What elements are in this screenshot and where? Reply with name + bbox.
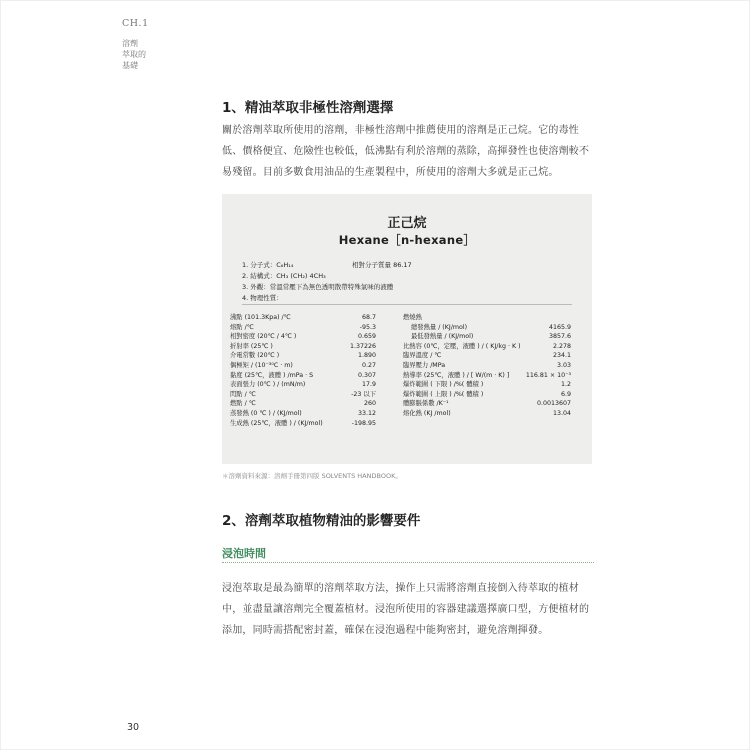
property-row [403, 332, 571, 342]
property-value: 4165.9 [548, 323, 571, 331]
table-title-cn: 正己烷 [387, 216, 427, 231]
property-row [230, 361, 376, 371]
property-value: 13.04 [552, 409, 571, 417]
property-value: 234.1 [552, 352, 571, 360]
page-number: 30 [127, 722, 140, 733]
property-label: 黏度 (25℃，液體 ) /mPa · S [230, 371, 314, 379]
property-row [230, 390, 376, 400]
right-property-column [403, 313, 571, 419]
table-title-en: Hexane［n-hexane］ [338, 233, 476, 247]
property-label: 蒸發熱 (0 ℃ ) / (KJ/mol) [230, 409, 302, 417]
table-divider [242, 304, 572, 305]
paragraph-line: 中，並盡量讓溶劑完全覆蓋植材。浸泡所使用的容器建議選擇廣口型，方便植材的 [222, 604, 590, 615]
property-label: 爆炸範圍 ( 上限 ) /%( 體積 ) [403, 390, 484, 398]
property-row [230, 351, 376, 361]
left-property-column [230, 313, 376, 428]
property-row [403, 313, 571, 323]
property-value: 1.37226 [349, 342, 376, 350]
chapter-marker [122, 18, 149, 71]
property-label: 爆炸範圍 ( 下限 ) /%( 體積 ) [403, 381, 484, 389]
molecular-formula: 1. 分子式：C₆H₁₄ [242, 261, 294, 269]
property-label: 熔化熱 (KJ /mol) [403, 409, 451, 417]
property-label: 折射率 (25℃ ) [230, 342, 273, 350]
section2-paragraph [222, 578, 594, 641]
property-label: 沸點 (101.3Kpa) /℃ [230, 314, 291, 321]
property-row [403, 351, 571, 361]
property-value: -95.3 [359, 323, 376, 331]
property-value: 3.03 [556, 361, 571, 369]
property-label: 介電常數 (20℃ ) [230, 352, 280, 360]
property-row [230, 409, 376, 419]
physical-properties-label: 4. 物理性質： [242, 294, 283, 302]
property-value: 68.7 [361, 314, 376, 321]
property-label: 閃點 / ℃ [230, 390, 256, 398]
property-label: 燃燒熱 [403, 314, 422, 321]
property-row [403, 380, 571, 390]
property-value: 0.27 [361, 361, 376, 369]
property-value: 0.659 [357, 333, 376, 341]
paragraph-line: 關於溶劑萃取所使用的溶劑，非極性溶劑中推薦使用的溶劑是正己烷。它的毒性 [222, 125, 579, 136]
property-label: 表面張力 (0℃ ) / (mN/m) [230, 381, 306, 389]
property-label: 比熱容 (0℃，定壓，液體 ) / ( KJ/kg · K ) [403, 342, 521, 350]
property-value: 116.81 × 10⁻³ [525, 371, 571, 379]
property-value: 1.2 [560, 381, 571, 389]
property-label: 總發熱量 / (KJ/mol) [411, 323, 468, 331]
paragraph-line: 低、價格便宜、危險性也較低，低沸點有利於溶劑的蒸除，高揮發性也使溶劑較不 [222, 146, 590, 157]
property-value: 33.12 [357, 409, 376, 417]
property-row [403, 342, 571, 352]
property-value: 1.890 [357, 352, 376, 360]
chapter-subtitle-line: 溶劑 [122, 38, 138, 48]
property-label: 熱導率 (25℃，液體 ) / [ W/(m · K) ] [403, 371, 510, 379]
property-value: 0.307 [357, 371, 376, 379]
property-row [403, 371, 571, 381]
property-value: 0.0013607 [536, 400, 571, 408]
section1-paragraph [222, 120, 594, 183]
structural-formula: 2. 結構式：CH₃ (CH₂) 4CH₃ [242, 272, 326, 280]
property-value: 2.278 [552, 342, 571, 350]
source-note: ＊溶劑資料來源：溶劑手冊第四版 SOLVENTS HANDBOOK。 [222, 472, 402, 480]
subheading-rule [222, 562, 594, 563]
property-row [403, 361, 571, 371]
paragraph-line: 易殘留。目前多數食用油品的生產製程中，所使用的溶劑大多就是正己烷。 [222, 167, 559, 178]
property-value: 260 [363, 400, 376, 408]
property-value: 17.9 [361, 381, 376, 389]
paragraph-line: 添加，同時需搭配密封蓋，確保在浸泡過程中能夠密封，避免溶劑揮發。 [222, 625, 549, 636]
property-row [403, 409, 571, 419]
chapter-subtitle-line: 萃取的 [122, 49, 146, 59]
property-row [230, 399, 376, 409]
property-label: 最低發熱量 / (KJ/mol) [411, 333, 474, 341]
chapter-label: CH.1 [122, 18, 149, 29]
property-value: 6.9 [560, 390, 571, 398]
property-label: 體膨脹係數 /K⁻¹ [403, 400, 449, 408]
property-row [230, 380, 376, 390]
appearance: 3. 外觀：常溫常壓下為無色透明散帶特殊氣味的液體 [242, 283, 394, 291]
molecular-weight: 相對分子質量 86.17 [352, 261, 412, 269]
property-label: 熔點 /℃ [230, 323, 254, 331]
property-label: 生成熱 (25℃，液體 ) / (KJ/mol) [230, 419, 323, 427]
hexane-data-table [222, 194, 592, 464]
property-label: 相對密度 (20℃ / 4℃ ) [230, 333, 297, 341]
property-value: 3857.6 [548, 333, 571, 341]
section2-subheading: 浸泡時間 [222, 547, 266, 560]
property-row [230, 313, 376, 323]
property-row [230, 332, 376, 342]
section1-title: 1、精油萃取非極性溶劑選擇 [222, 100, 394, 116]
property-label: 偶極矩 / (10⁻³⁰C · m) [230, 361, 293, 369]
property-row [230, 371, 376, 381]
property-label: 臨界溫度 / ℃ [403, 352, 442, 360]
property-row [230, 342, 376, 352]
property-row [230, 323, 376, 333]
paragraph-line: 浸泡萃取是最為簡單的溶劑萃取方法，操作上只需將溶劑直接倒入待萃取的植材 [222, 583, 579, 594]
property-value: -23 以下 [351, 390, 376, 398]
property-label: 臨界壓力 /MPa [403, 361, 446, 369]
property-row [230, 419, 376, 429]
property-value: -198.95 [351, 419, 376, 427]
property-row [403, 323, 571, 333]
property-row [403, 390, 571, 400]
property-row [403, 399, 571, 409]
section2-title: 2、溶劑萃取植物精油的影響要件 [222, 513, 421, 529]
property-label: 燃點 / ℃ [230, 400, 256, 408]
chapter-subtitle-line: 基礎 [122, 60, 138, 70]
